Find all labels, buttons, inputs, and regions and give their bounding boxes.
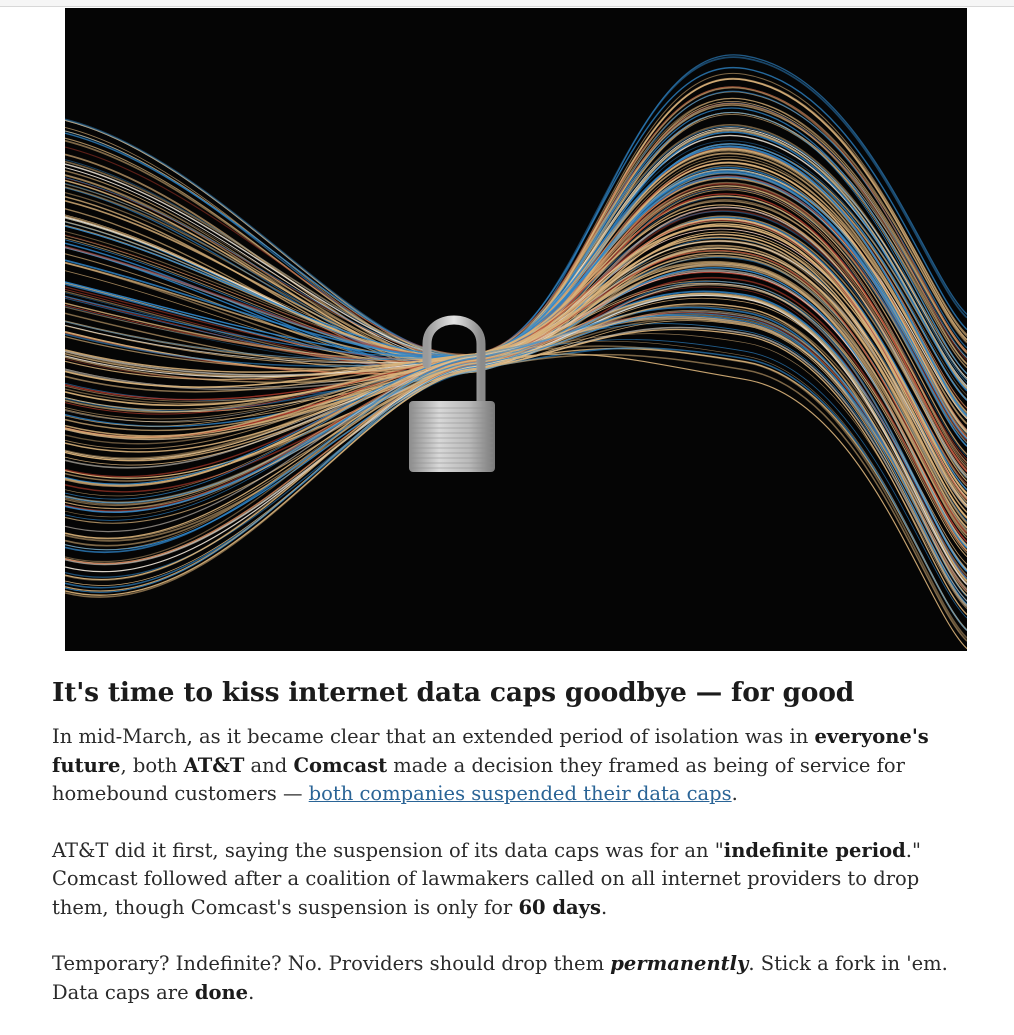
text: In mid-March, as it became clear that an extended period of isolation was in bbox=[52, 725, 815, 748]
fiber-optic-illustration bbox=[65, 8, 967, 651]
text: . bbox=[600, 895, 608, 919]
bold-italic-text: permanently bbox=[610, 952, 749, 975]
paragraph-2 bbox=[52, 837, 982, 923]
bold-text: 60 days bbox=[518, 895, 601, 919]
article-headline: It's time to kiss internet data caps goodbye — for good bbox=[52, 677, 855, 708]
bold-text: everyone's future bbox=[52, 725, 929, 777]
text: made a decision they framed as being of service for homebound customers — bbox=[52, 753, 905, 805]
bold-text: AT&T bbox=[183, 753, 245, 777]
hero-image bbox=[65, 8, 967, 651]
text: . Stick a fork in 'em. Data caps are bbox=[52, 952, 948, 1004]
bold-text: Comcast bbox=[293, 753, 388, 777]
bold-text: done bbox=[194, 980, 249, 1004]
bold-text: indefinite period bbox=[723, 838, 906, 862]
text: , both bbox=[120, 753, 184, 777]
text: . bbox=[731, 782, 738, 805]
top-rule bbox=[0, 0, 1014, 7]
text: ." Comcast followed after a coalition of lawmakers called on all internet providers to drop them, though Comcast's suspension is only for bbox=[52, 838, 921, 919]
paragraph-3 bbox=[52, 950, 982, 1007]
text: AT&T did it first, saying the suspension of its data caps was for an " bbox=[52, 838, 724, 862]
text: . bbox=[248, 980, 255, 1004]
article bbox=[52, 676, 982, 1035]
paragraph-1 bbox=[52, 723, 982, 809]
text: and bbox=[244, 753, 294, 777]
data-caps-suspended-link[interactable]: both companies suspended their data caps bbox=[308, 782, 732, 805]
text: Temporary? Indefinite? No. Providers should drop them bbox=[52, 952, 611, 975]
